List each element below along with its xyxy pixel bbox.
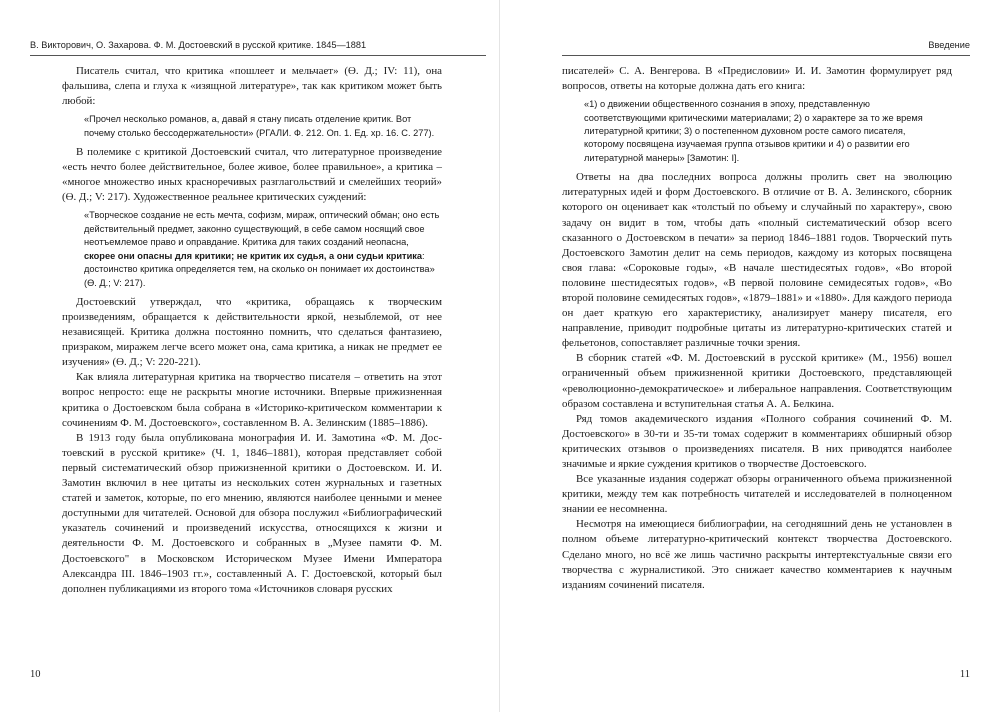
header-rule-right <box>562 55 970 56</box>
running-head-left: В. Викторович, О. Захарова. Ф. М. Достоевский в русской критике. 1845—1881 <box>30 40 367 50</box>
paragraph: писателей» С. А. Венгерова. В «Предисловии» И. И. Замотин формулирует ряд вопросов, ответы на которые должна дать его книга: <box>562 65 952 93</box>
paragraph: Как влияла литературная критика на творчество писателя – ответить на этот вопрос непросто: еще не раскрыты многие источники. Впервые прижизненная критика о Достоевском была собрана в «Историко-критическом комментарии к сочинениям Ф. М. Достоевского», составленном В. А. Зелинским (1885–1886). <box>62 371 442 429</box>
page-number-left: 10 <box>30 669 41 680</box>
paragraph: Достоевский утверждал, что «критика, обращаясь к творческим произведениям, обращается к действительности яркой, незыблемой, от нее независящей. Критика должна постоянно помнить, что сделаться фантазиею, призраком, миражем легче всего может она, сама критика, а никак не предмет ее изучения» (Ө. Д.; V: 220-221). <box>62 295 442 369</box>
block-quote: «Прочел несколько романов, а, давай я стану писать отделение критик. Вот почему столько бессодержательности» (РГАЛИ. Ф. 212. Оп. 1. Ед. хр. 16. С. 277). <box>84 114 435 138</box>
paragraph: В полемике с критикой Достоевский считал, что литературное произведение «есть нечто более действительное, более живое, более правильное», а критика – «многое множество иных красноречивых разглагольствий и смелейших теорий» (Ө. Д.; V: 217). Художественное реальнее критических суждений: <box>62 146 442 204</box>
page-number-right: 11 <box>959 669 970 680</box>
paragraph: Писатель считал, что критика «пошлеет и мельчает» (Ө. Д.; IV: 11), она фальшива, слепа и глуха к «изящной литературе», так как критиком может быть любой: <box>62 65 442 108</box>
quote-text: : достоинство критика определяется тем, на сколько он понимает их достоинства» (Ө. Д.; V: 217). <box>84 250 435 288</box>
right-page-body <box>562 64 952 593</box>
running-head-right: Введение <box>928 40 970 50</box>
paragraph: Ответы на два последних вопроса должны пролить свет на эволюцию литературных идей и форм Достоевского. В отличие от В. А. Зелинского, сборник которого он оценивает как «толстый по объему и случайный по характеру», свою задачу он видит в том, чтобы дать «полный систематический обзор всего сказанного о Достоевском в печати» за период 1846–1881 годов. Творческий путь Достоевского Замотин делит на семь периодов, каждому из которых посвящена своя глава: «Сороковые годы», «В начале шестидесятых годов», «Во второй половине шестидесятых годов», «В первой половине семидесятых годов», «Во второй половине семидесятых годов», «1879–1881» и «1880». Для каждого периода он дает краткую его характеристику, анализирует манеру писателя, его направление, приводит подробные цитаты из литературно-критических статей и фельетонов, сопоставляет различные точки зрения. <box>562 171 952 350</box>
paragraph: Несмотря на имеющиеся библиографии, на сегодняшний день не установлен в полном объеме литературно-критический контекст творчества Достоевского. Сделано много, но всё же лишь частично раскрыты интертекстуальные связи его творчества с журналистикой. Это снижает качество комментариев к научным изданиям сочинений писателя. <box>562 518 952 591</box>
block-quote <box>84 209 442 289</box>
right-page <box>500 0 1000 712</box>
paragraph: В сборник статей «Ф. М. Достоевский в русской критике» (М., 1956) вошел ограниченный объем прижизненной критики Достоевского, представляющей «революционно-демократическое» и либеральное направления. Соответствующим образом составлена и вступительная статья А. А. Белкина. <box>562 352 952 410</box>
paragraph: Ряд томов академического издания «Полного собрания сочинений Ф. М. Достоевского» в 30-ти и 35-ти томах содержит в комментариях обширный обзор критических отзывов о произведениях писателя. В них приводятся наиболее значимые и яркие суждения критиков о творчестве Достоевского. <box>562 412 952 470</box>
header-rule-left <box>30 55 486 56</box>
block-quote: «1) о движении общественного сознания в эпоху, представленную соответствующими критическими материалами; 2) о характере за то же время литературной критики; 3) о постепенном духовном росте самого писателя, которому посвящена изучаемая группа отзывов критики и 4) о развитии его литературной манеры» [Замотин: I]. <box>584 99 923 163</box>
quote-text: «Творческое создание не есть мечта, софизм, мираж, оптический обман; оно есть действительный предмет, законно существующий, в себе самом носящий свое неотъемлемое право и оправдание. Критика для таких созданий неопасна, <box>84 210 440 248</box>
paragraph: Все указанные издания содержат обзоры ограниченного объема прижизненной критики, между тем как потребность читателей и исследователей в полноценном знании ее несомненна. <box>562 473 952 516</box>
left-page-body <box>62 64 442 597</box>
quote-bold-text: скорее они опасны для критики; не критик их судья, а они судьи критика <box>84 250 423 261</box>
paragraph: В 1913 году была опубликована монография И. И. Замотина «Ф. М. Дос-тоевский в русской критике» (Ч. 1, 1846–1881), которая представляет собой первый систематический обзор прижизненной критики о Достоевском. И. И. Замотин включил в нее цитаты из нескольких сотен журнальных и газетных статей и заметок, которые, по его мнению, являются наиболее ценными и менее доступными для читателей. Основой для обзора послужил «Библиографический указатель сочинений и произведений искусства, относящихся к жизни и деятельности Ф. М. Достоевского и собранных в „Музее памяти Ф. М. Достоевского" в Московском Историческом Музее Имени Императора Александра III. 1846–1903 гг.», составленный А. Г. Достоевской, который был дополнен публикациями из второго тома «Источников словаря русских <box>62 431 442 595</box>
